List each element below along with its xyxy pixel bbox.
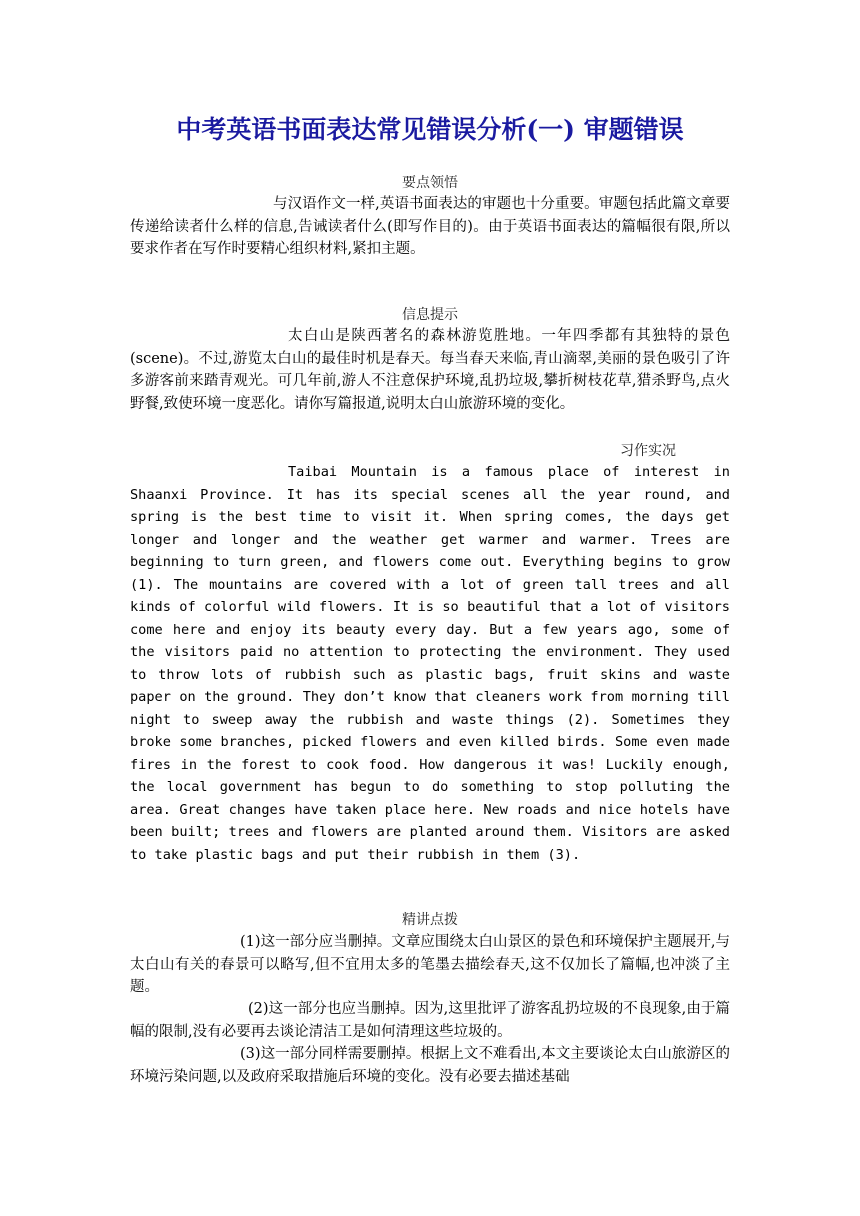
analysis-point-3: (3)这一部分同样需要删掉。根据上文不难看出,本文主要谈论太白山旅游区的环境污染问题,以及政府采取措施后环境的变化。没有必要去描述基础: [130, 1046, 730, 1085]
paragraph-key-points: 与汉语作文一样,英语书面表达的审题也十分重要。审题包括此篇文章要传递给读者什么样的信息,告诫读者什么(即写作目的)。由于英语书面表达的篇幅很有限,所以要求作者在写作时要精心组织材料,紧扣主题。: [130, 196, 730, 257]
paragraph-student-essay: Taibai Mountain is a famous place of interest in Shaanxi Province. It has its special scenes all the year round, and spring is the best time to visit it. When spring comes, the days get longer and longer and the weather get warmer and warmer. Trees are beginning to turn green, and flowers come out. Everything begins to grow (1). The mountains are covered with a lot of green tall trees and all kinds of colorful wild flowers. It is so beautiful that a lot of visitors come here and enjoy its beauty every day. But a few years ago, some of the visitors paid no attention to protecting the environment. They used to throw lots of rubbish such as plastic bags, fruit skins and waste paper on the ground. They don’t know that cleaners work from morning till night to sweep away the rubbish and waste things (2). Sometimes they broke some branches, picked flowers and even killed birds. Some even made fires in the forest to cook food. How dangerous it was! Luckily enough, the local government has begun to do something to stop polluting the area. Great changes have taken place here. New roads and nice hotels have been built; trees and flowers are planted around them. Visitors are asked to take plastic bags and put their rubbish in them (3).: [130, 464, 730, 863]
heading-student-essay: 习作实况: [620, 443, 676, 459]
paragraph-info-tips: 太白山是陕西著名的森林游览胜地。一年四季都有其独特的景色(scene)。不过,游览太白山的最佳时机是春天。每当春天来临,青山滴翠,美丽的景色吸引了许多游客前来踏青观光。可几年前,游人不注意保护环境,乱扔垃圾,攀折树枝花草,猎杀野鸟,点火野餐,致使环境一度恶化。请你写篇报道,说明太白山旅游环境的变化。: [130, 328, 730, 412]
heading-info-tips: 信息提示: [402, 307, 458, 323]
heading-key-points: 要点领悟: [402, 175, 458, 191]
analysis-point-2: (2)这一部分也应当删掉。因为,这里批评了游客乱扔垃圾的不良现象,由于篇幅的限制,没有必要再去谈论清洁工是如何清理这些垃圾的。: [130, 1001, 730, 1040]
page-title: 中考英语书面表达常见错误分析(一) 审题错误: [176, 115, 684, 144]
heading-analysis: 精讲点拨: [402, 912, 458, 928]
analysis-point-1: (1)这一部分应当删掉。文章应围绕太白山景区的景色和环境保护主题展开,与太白山有关的春景可以略写,但不宜用太多的笔墨去描绘春天,这不仅加长了篇幅,也冲淡了主题。: [130, 934, 730, 995]
